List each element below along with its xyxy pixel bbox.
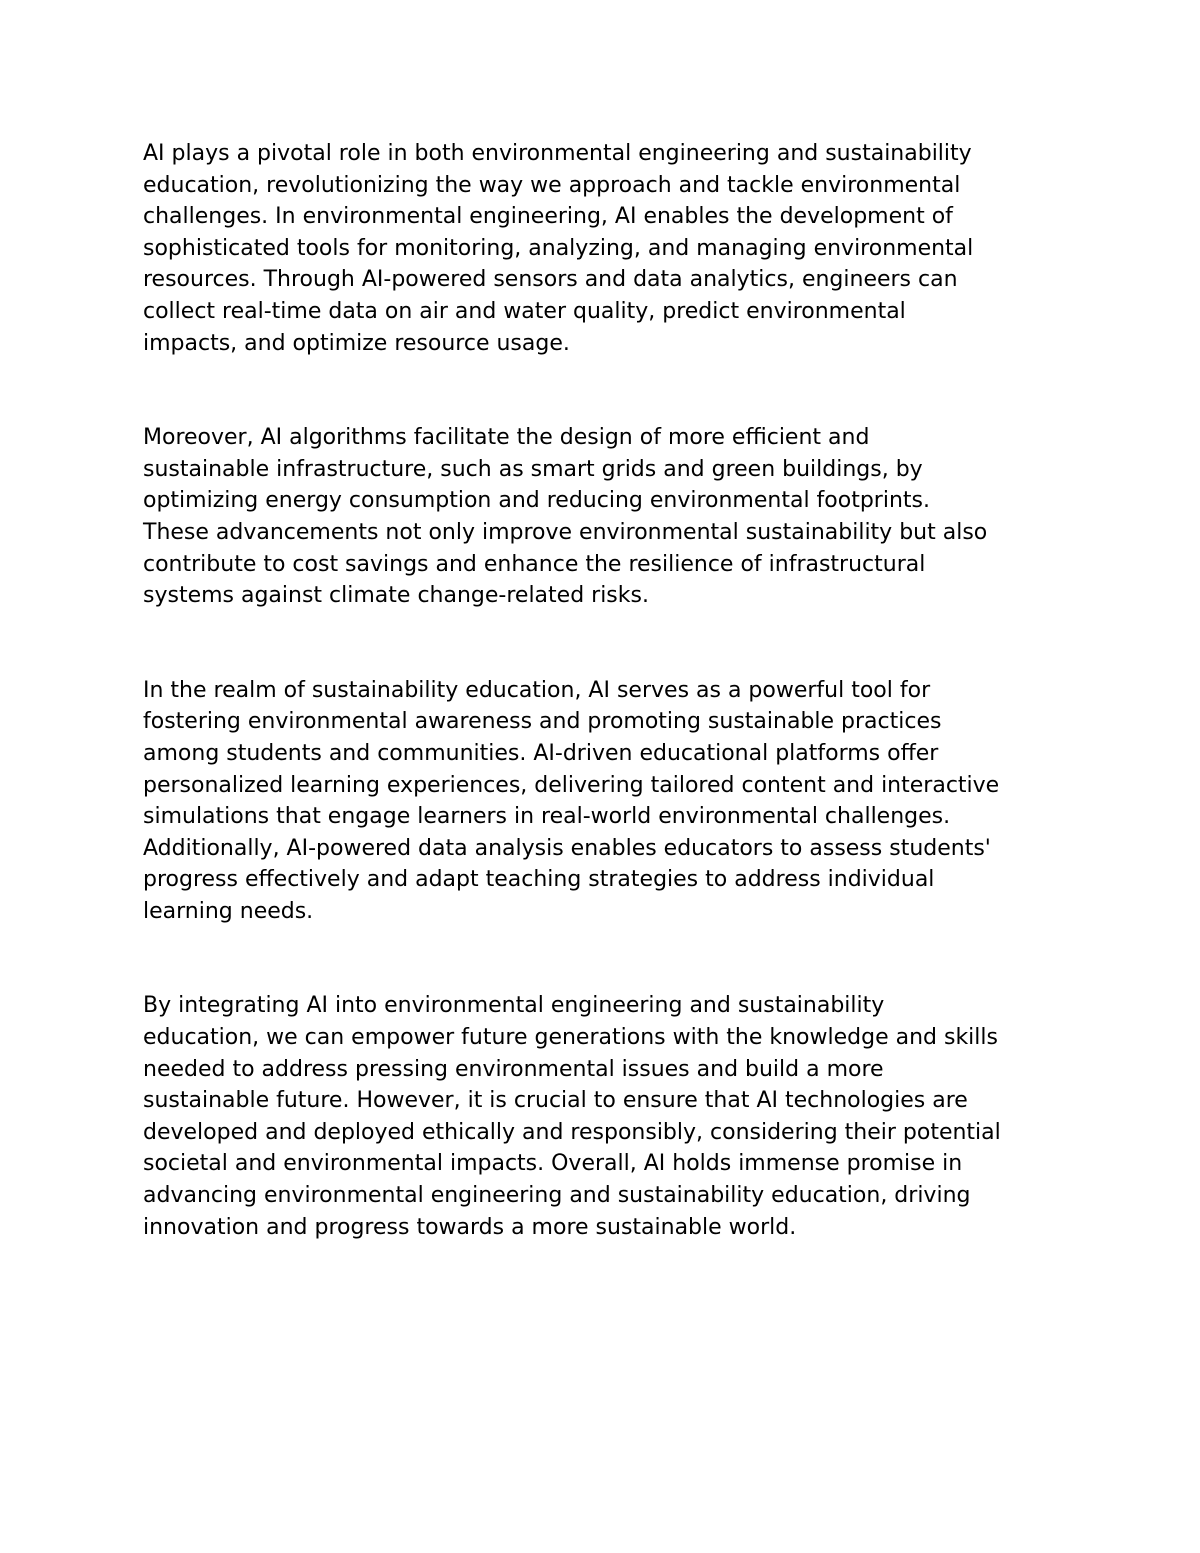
paragraph-line: among students and communities. AI-driven educational platforms offer (143, 740, 939, 766)
paragraph-2 (143, 422, 1073, 612)
paragraph-line: sustainable future. However, it is crucial to ensure that AI technologies are (143, 1088, 968, 1114)
paragraph-1 (143, 138, 1073, 359)
paragraph-line: collect real-time data on air and water quality, predict environmental (143, 298, 906, 324)
paragraph-line: societal and environmental impacts. Overall, AI holds immense promise in (143, 1151, 963, 1177)
paragraph-line: progress effectively and adapt teaching strategies to address individual (143, 867, 935, 893)
paragraph-line: education, revolutionizing the way we approach and tackle environmental (143, 172, 961, 198)
paragraph-line: sophisticated tools for monitoring, analyzing, and managing environmental (143, 235, 974, 261)
paragraph-line: Moreover, AI algorithms facilitate the design of more efficient and (143, 425, 870, 451)
paragraph-line: personalized learning experiences, delivering tailored content and interactive (143, 772, 1000, 798)
paragraph-line: By integrating AI into environmental engineering and sustainability (143, 993, 885, 1019)
paragraph-line: needed to address pressing environmental issues and build a more (143, 1056, 884, 1082)
paragraph-3 (143, 675, 1073, 928)
document-body (143, 138, 1073, 1306)
paragraph-line: learning needs. (143, 898, 314, 924)
paragraph-line: optimizing energy consumption and reducing environmental footprints. (143, 488, 930, 514)
paragraph-line: Additionally, AI-powered data analysis enables educators to assess students' (143, 835, 991, 861)
paragraph-line: developed and deployed ethically and responsibly, considering their potential (143, 1119, 1001, 1145)
paragraph-line: contribute to cost savings and enhance the resilience of infrastructural (143, 551, 926, 577)
paragraph-line: AI plays a pivotal role in both environmental engineering and sustainability (143, 141, 972, 166)
paragraph-line: fostering environmental awareness and promoting sustainable practices (143, 709, 942, 735)
paragraph-line: innovation and progress towards a more sustainable world. (143, 1214, 797, 1240)
paragraph-4 (143, 990, 1073, 1243)
paragraph-line: impacts, and optimize resource usage. (143, 330, 570, 356)
paragraph-line: advancing environmental engineering and sustainability education, driving (143, 1183, 971, 1209)
paragraph-line: resources. Through AI-powered sensors and data analytics, engineers can (143, 267, 958, 293)
paragraph-line: sustainable infrastructure, such as smart grids and green buildings, by (143, 456, 923, 482)
paragraph-line: systems against climate change-related risks. (143, 583, 649, 609)
paragraph-line: challenges. In environmental engineering, AI enables the development of (143, 204, 953, 230)
paragraph-line: In the realm of sustainability education, AI serves as a powerful tool for (143, 677, 931, 703)
paragraph-line: education, we can empower future generations with the knowledge and skills (143, 1025, 998, 1051)
paragraph-line: simulations that engage learners in real-world environmental challenges. (143, 804, 951, 830)
paragraph-line: These advancements not only improve environmental sustainability but also (143, 519, 988, 545)
